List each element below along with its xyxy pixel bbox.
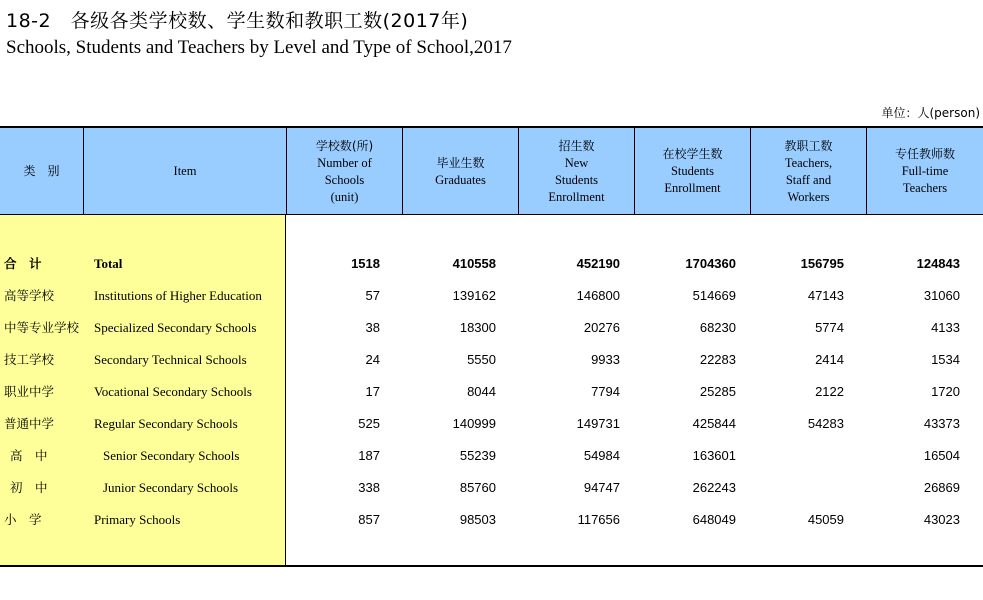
cell-graduates: 18300 xyxy=(459,320,496,335)
cell-enrollment: 425844 xyxy=(692,416,736,431)
header-fulltime-en1: Full-time xyxy=(901,164,949,178)
table-row xyxy=(0,312,983,344)
header-graduates xyxy=(403,128,519,215)
table-row xyxy=(0,472,983,504)
header-item xyxy=(84,128,287,215)
row-item-label: Institutions of Higher Education xyxy=(94,288,262,303)
cell-new-students: 7794 xyxy=(591,384,620,399)
cell-schools: 38 xyxy=(365,320,380,335)
header-graduates-en: Graduates xyxy=(435,172,486,187)
header-staff-cn: 教职工数 xyxy=(784,138,833,153)
row-cn-label: 普通中学 xyxy=(4,416,55,431)
cell-new-students: 149731 xyxy=(576,416,620,431)
cell-enrollment: 25285 xyxy=(699,384,736,399)
header-schools xyxy=(287,128,403,215)
cell-staff: 2414 xyxy=(815,352,844,367)
header-item-label: Item xyxy=(173,164,197,178)
header-enrollment-en2: Enrollment xyxy=(664,181,721,195)
cell-schools: 24 xyxy=(365,352,380,367)
header-new-students-cn: 招生数 xyxy=(558,138,595,153)
cell-fulltime: 1720 xyxy=(931,384,960,399)
header-new-students-en1: New xyxy=(564,155,589,170)
row-cn-label: 合 计 xyxy=(4,256,42,271)
cell-staff: 54283 xyxy=(807,416,844,431)
row-cn-label: 中等专业学校 xyxy=(4,320,80,335)
cell-enrollment: 68230 xyxy=(699,320,736,335)
cell-schools: 187 xyxy=(358,448,380,463)
cell-graduates: 98503 xyxy=(459,512,496,527)
cell-staff: 2122 xyxy=(815,384,844,399)
header-category-label: 类 别 xyxy=(23,164,60,178)
header-new-students-en3: Enrollment xyxy=(548,189,605,204)
row-item-label: Senior Secondary Schools xyxy=(103,448,240,463)
row-item-label: Vocational Secondary Schools xyxy=(94,384,252,399)
cell-schools: 17 xyxy=(365,384,380,399)
header-schools-en3: (unit) xyxy=(330,189,359,204)
unit-note: 单位：人(person) xyxy=(881,106,980,120)
cell-fulltime: 43373 xyxy=(923,416,960,431)
row-cn-label: 高 中 xyxy=(10,448,48,463)
row-cn-label: 高等学校 xyxy=(4,288,55,303)
row-cn-label: 初 中 xyxy=(10,480,48,495)
cell-graduates: 8044 xyxy=(467,384,496,399)
header-fulltime-en2: Teachers xyxy=(902,181,948,195)
row-cn-label: 小 学 xyxy=(4,512,42,527)
cell-fulltime: 16504 xyxy=(923,448,960,463)
table-title-cn: 18-2 各级各类学校数、学生数和教职工数(2017年) xyxy=(6,10,469,32)
table-row xyxy=(0,344,983,376)
cell-new-students: 94747 xyxy=(583,480,620,495)
table-row xyxy=(0,408,983,440)
table-row xyxy=(0,504,983,536)
cell-graduates: 5550 xyxy=(467,352,496,367)
row-cn-label: 职业中学 xyxy=(4,384,55,399)
cell-new-students: 20276 xyxy=(583,320,620,335)
table-row xyxy=(0,376,983,408)
cell-fulltime: 1534 xyxy=(931,352,960,367)
header-new-students-en2: Students xyxy=(554,172,599,187)
cell-staff: 45059 xyxy=(807,512,844,527)
cell-graduates: 410558 xyxy=(452,256,496,271)
cell-enrollment: 514669 xyxy=(692,288,736,303)
cell-enrollment: 163601 xyxy=(692,448,736,463)
cell-new-students: 452190 xyxy=(576,256,620,271)
cell-schools: 525 xyxy=(358,416,380,431)
cell-graduates: 139162 xyxy=(452,288,496,303)
header-staff-en3: Workers xyxy=(787,189,830,204)
cell-fulltime: 31060 xyxy=(923,288,960,303)
cell-fulltime: 124843 xyxy=(916,256,960,271)
cell-fulltime: 4133 xyxy=(931,320,960,335)
cell-fulltime: 26869 xyxy=(923,480,960,495)
row-item-label: Regular Secondary Schools xyxy=(94,416,238,431)
cell-staff: 5774 xyxy=(815,320,844,335)
cell-schools: 857 xyxy=(358,512,380,527)
header-fulltime xyxy=(867,128,983,215)
table-row xyxy=(0,248,983,280)
header-category xyxy=(0,128,84,215)
cell-graduates: 140999 xyxy=(452,416,496,431)
header-staff xyxy=(751,128,867,215)
cell-enrollment: 22283 xyxy=(699,352,736,367)
cell-enrollment: 262243 xyxy=(692,480,736,495)
header-schools-en2: Schools xyxy=(324,172,365,187)
row-item-label: Junior Secondary Schools xyxy=(103,480,239,495)
bottom-rule xyxy=(0,565,983,567)
cell-enrollment: 648049 xyxy=(692,512,736,527)
header-staff-en1: Teachers, xyxy=(784,155,833,170)
cell-enrollment: 1704360 xyxy=(685,256,736,271)
row-item-label: Secondary Technical Schools xyxy=(94,352,247,367)
cell-new-students: 146800 xyxy=(576,288,620,303)
table-row xyxy=(0,440,983,472)
cell-graduates: 55239 xyxy=(459,448,496,463)
row-item-label: Specialized Secondary Schools xyxy=(94,320,257,335)
cell-graduates: 85760 xyxy=(459,480,496,495)
row-item-label: Primary Schools xyxy=(94,512,181,527)
cell-schools: 57 xyxy=(365,288,380,303)
header-fulltime-cn: 专任教师数 xyxy=(894,147,955,161)
cell-staff: 47143 xyxy=(807,288,844,303)
table-title-en: Schools, Students and Teachers by Level and Type of School,2017 xyxy=(6,37,512,58)
header-enrollment xyxy=(635,128,751,215)
cell-staff: 156795 xyxy=(800,256,844,271)
row-cn-label: 技工学校 xyxy=(4,352,55,367)
cell-schools: 1518 xyxy=(351,256,380,271)
header-schools-en1: Number of xyxy=(317,155,372,170)
header-new-students xyxy=(519,128,635,215)
header-enrollment-en1: Students xyxy=(670,164,715,178)
header-enrollment-cn: 在校学生数 xyxy=(662,147,723,161)
row-item-label: Total xyxy=(94,256,123,271)
cell-new-students: 54984 xyxy=(583,448,620,463)
cell-new-students: 9933 xyxy=(591,352,620,367)
header-graduates-cn: 毕业生数 xyxy=(436,155,485,170)
header-staff-en2: Staff and xyxy=(785,172,832,187)
header-schools-cn: 学校数(所) xyxy=(315,138,374,153)
table-row xyxy=(0,280,983,312)
cell-schools: 338 xyxy=(358,480,380,495)
cell-new-students: 117656 xyxy=(577,512,620,527)
cell-fulltime: 43023 xyxy=(923,512,960,527)
